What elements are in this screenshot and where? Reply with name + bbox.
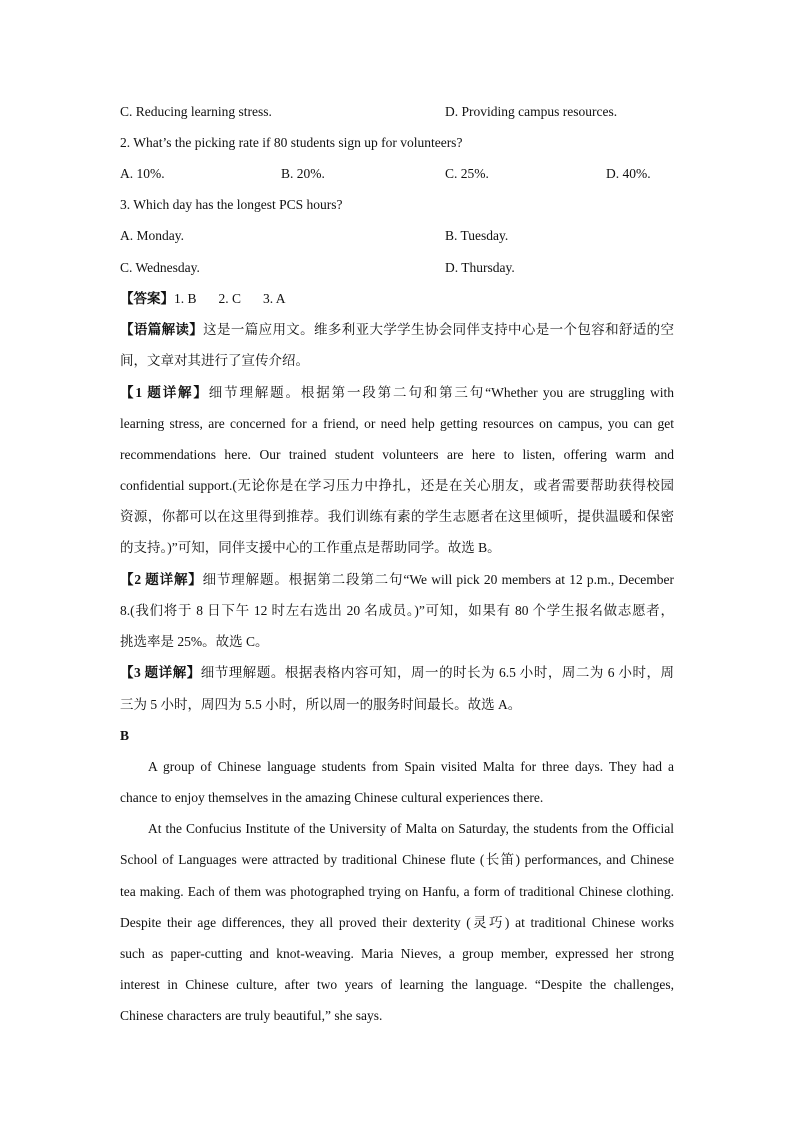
detail-2-label: 【2 题详解】 — [120, 572, 203, 587]
question-3-stem: 3. Which day has the longest PCS hours? — [120, 197, 343, 212]
detail-2-line-3: 挑选率是 25%。故选 C。 — [120, 634, 269, 649]
option-q3-b: B. Tuesday. — [445, 228, 509, 243]
option-q3-c: C. Wednesday. — [120, 260, 200, 275]
option-q3-a: A. Monday. — [120, 228, 184, 243]
passage-b-p2-line-3: tea making. Each of them was photographed trying on Hanfu, a form of traditional Chinese clothing. — [120, 884, 674, 899]
section-b-heading: B — [120, 728, 130, 743]
detail-1-line-1: 【1 题详解】细节理解题。根据第一段第二句和第三句“Whether you are struggling with — [120, 385, 675, 400]
passage-b-p1-line-2: chance to enjoy themselves in the amazing Chinese cultural experiences there. — [120, 790, 544, 805]
detail-1-line-5: 资源，你都可以在这里得到推荐。我们训练有素的学生志愿者在这里倾听，提供温暖和保密 — [120, 509, 674, 524]
passage-b-p2-line-4: Despite their age differences, they all proved their dexterity (灵巧) at traditional Chinese works — [120, 915, 674, 930]
passage-b-p2-line-7: Chinese characters are truly beautiful,” she says. — [120, 1008, 383, 1023]
passage-b-p1-line-1: A group of Chinese language students from Spain visited Malta for three days. They had a — [148, 759, 674, 774]
detail-1-label: 【1 题详解】 — [120, 385, 209, 400]
passage-b-p2-line-1: At the Confucius Institute of the University of Malta on Saturday, the students from the Official — [148, 821, 674, 836]
detail-1-line-3: recommendations here. Our trained student volunteers are here to listen, offering warm and — [120, 447, 674, 462]
passage-b-p2-line-2: School of Languages were attracted by traditional Chinese flute (长笛) performances, and Chinese — [120, 852, 674, 867]
answer-3: 3. A — [263, 291, 286, 306]
question-2-stem: 2. What’s the picking rate if 80 students sign up for volunteers? — [120, 135, 463, 150]
option-q3-d: D. Thursday. — [445, 260, 515, 275]
detail-1-line-6: 的支持。)”可知，同伴支援中心的工作重点是帮助同学。故选 B。 — [120, 540, 501, 555]
detail-2-line-2: 8.(我们将于 8 日下午 12 时左右选出 20 名成员。)”可知，如果有 80 个学生报名做志愿者， — [120, 603, 674, 618]
detail-3-label: 【3 题详解】 — [120, 665, 201, 680]
detail-1-line-4: confidential support.(无论你是在学习压力中挣扎，还是在关心朋友，或者需要帮助获得校园 — [120, 478, 674, 493]
detail-3-line-1: 【3 题详解】细节理解题。根据表格内容可知，周一的时长为 6.5 小时，周二为 6 小时，周 — [120, 665, 675, 680]
option-q2-a: A. 10%. — [120, 166, 165, 181]
detail-2-line-1: 【2 题详解】细节理解题。根据第二段第二句“We will pick 20 members at 12 p.m., December — [120, 572, 674, 587]
option-q2-b: B. 20%. — [281, 166, 325, 181]
option-q1-d: D. Providing campus resources. — [445, 104, 618, 119]
reading-analysis-line-1: 【语篇解读】这是一篇应用文。维多利亚大学学生协会同伴支持中心是一个包容和舒适的空 — [120, 322, 675, 337]
detail-1-line-2: learning stress, are concerned for a friend, or need help getting resources on campus, you can get — [120, 416, 674, 431]
answer-label: 【答案】 — [120, 291, 174, 306]
option-q2-c: C. 25%. — [445, 166, 489, 181]
reading-analysis-line-2: 间，文章对其进行了宣传介绍。 — [120, 353, 309, 368]
reading-analysis-label: 【语篇解读】 — [120, 322, 204, 337]
answer-line — [120, 289, 286, 309]
passage-b-p2-line-6: interest in Chinese culture, after two years of learning the language. “Despite the challenges, — [120, 977, 674, 992]
answer-2: 2. C — [218, 291, 242, 306]
option-q2-d: D. 40%. — [606, 166, 651, 181]
option-q1-c: C. Reducing learning stress. — [120, 104, 272, 119]
answer-1: 1. B — [174, 291, 197, 306]
detail-3-line-2: 三为 5 小时，周四为 5.5 小时，所以周一的服务时间最长。故选 A。 — [120, 697, 522, 712]
passage-b-p2-line-5: such as paper-cutting and knot-weaving. Maria Nieves, a group member, expressed her strong — [120, 946, 674, 961]
